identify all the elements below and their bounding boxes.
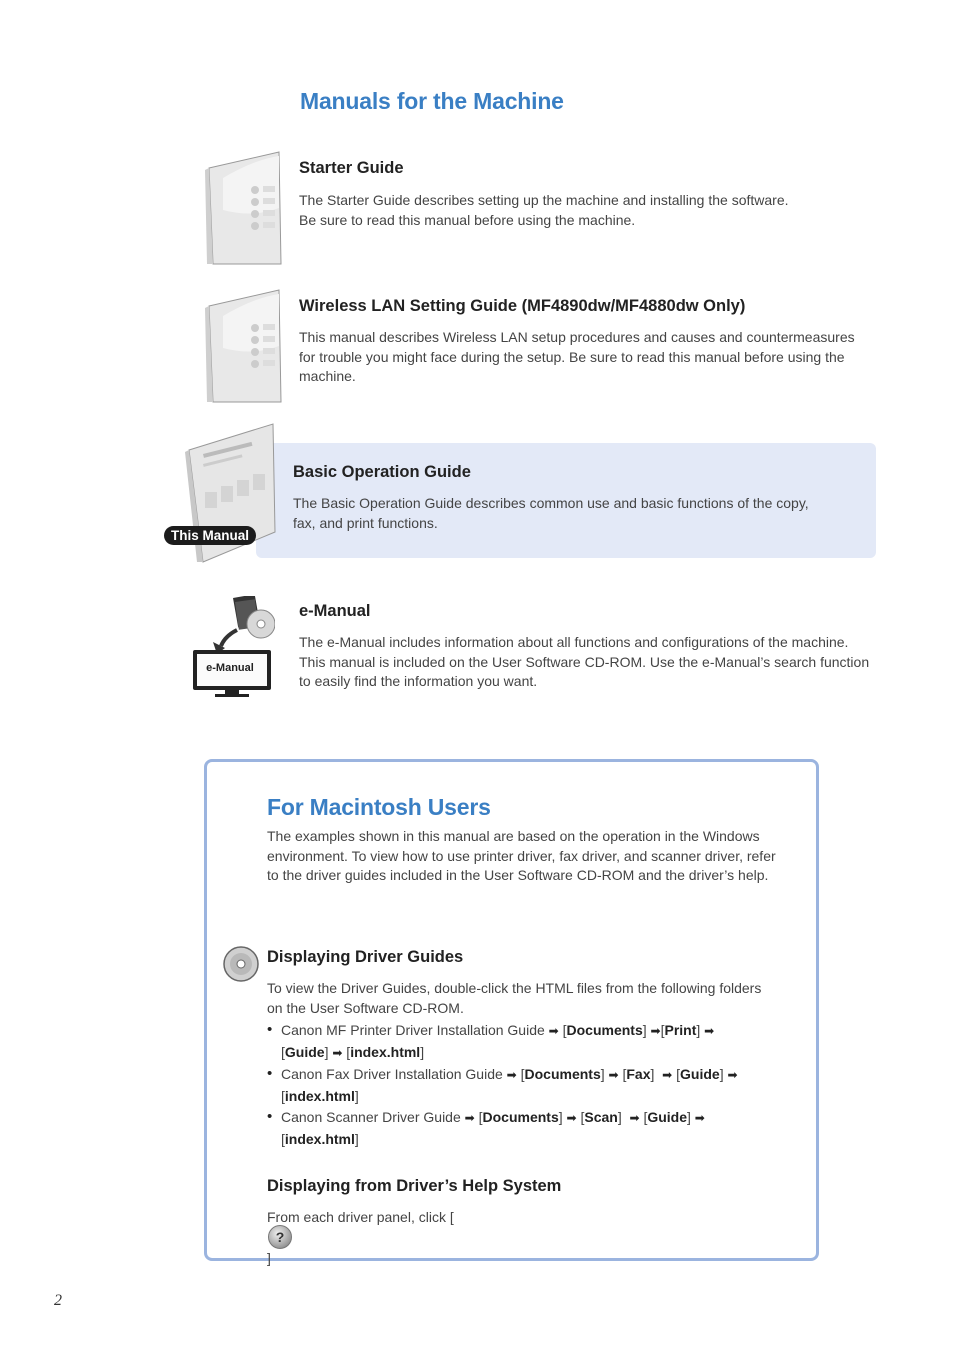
this-manual-badge: This Manual: [164, 526, 256, 545]
arrow-icon: ➡: [566, 1111, 577, 1125]
arrow-icon: ➡: [727, 1068, 738, 1082]
list-item: • Canon Scanner Driver Guide ➡ [Documents] ➡ [Scan] ➡ [Guide] ➡ [index.html]: [267, 1107, 747, 1149]
arrow-icon: ➡: [662, 1068, 673, 1082]
arrow-icon: ➡: [650, 1024, 661, 1038]
starter-guide-book-icon: [203, 148, 285, 266]
driver-help-description: From each driver panel, click [ ? ]: [267, 1209, 454, 1266]
arrow-icon: ➡: [464, 1111, 475, 1125]
help-question-icon: ?: [268, 1225, 292, 1249]
e-manual-screen-label: e-Manual: [206, 662, 254, 674]
driver-help-title: Displaying from Driver’s Help System: [267, 1177, 562, 1195]
list-item: • Canon Fax Driver Installation Guide ➡ [Documents] ➡ [Fax] ➡ [Guide] ➡ [index.html]: [267, 1064, 747, 1106]
starter-guide-title: Starter Guide: [299, 159, 404, 177]
driver-guides-description: To view the Driver Guides, double-click the HTML files from the following folders on the User Software CD-ROM.: [267, 980, 762, 1016]
list-item: • Canon MF Printer Driver Installation Guide ➡ [Documents] ➡[Print] ➡ [Guide] ➡ [index.html]: [267, 1020, 747, 1063]
wireless-guide-description: This manual describes Wireless LAN setup procedures and causes and countermeasures for trouble you might face during the setup. Be sure to read this manual before using the machine.: [299, 329, 855, 384]
driver-guides-list: [267, 1020, 747, 1150]
cd-rom-icon: [222, 945, 260, 983]
wireless-guide-title: Wireless LAN Setting Guide (MF4890dw/MF4880dw Only): [299, 297, 746, 315]
arrow-icon: ➡: [506, 1068, 517, 1082]
arrow-icon: ➡: [629, 1111, 640, 1125]
e-manual-title: e-Manual: [299, 602, 371, 620]
page-title: Manuals for the Machine: [300, 88, 564, 114]
driver-guides-title: Displaying Driver Guides: [267, 948, 464, 966]
arrow-icon: ➡: [548, 1024, 559, 1038]
wireless-guide-book-icon: [203, 286, 285, 404]
basic-guide-title: Basic Operation Guide: [293, 463, 471, 481]
arrow-icon: ➡: [608, 1068, 619, 1082]
macintosh-title: For Macintosh Users: [267, 794, 491, 820]
arrow-icon: ➡: [332, 1045, 343, 1060]
e-manual-icon: [189, 596, 275, 720]
starter-guide-description: The Starter Guide describes setting up the machine and installing the software. Be sure to read this manual before using the machine.: [299, 192, 789, 228]
macintosh-description: The examples shown in this manual are based on the operation in the Windows environment. To view how to use printer driver, fax driver, and scanner driver, refer to the driver guides included in the User Software CD-ROM and the driver’s help.: [267, 828, 776, 883]
arrow-icon: ➡: [694, 1111, 705, 1125]
page-number: 2: [54, 1292, 62, 1309]
arrow-icon: ➡: [704, 1024, 715, 1038]
e-manual-description: The e-Manual includes information about all functions and configurations of the machine. This manual is included on the User Software CD-ROM. Use the e-Manual’s search function to easily find the information you want.: [299, 634, 870, 689]
basic-guide-description: The Basic Operation Guide describes common use and basic functions of the copy, fax, and print functions.: [293, 495, 809, 531]
